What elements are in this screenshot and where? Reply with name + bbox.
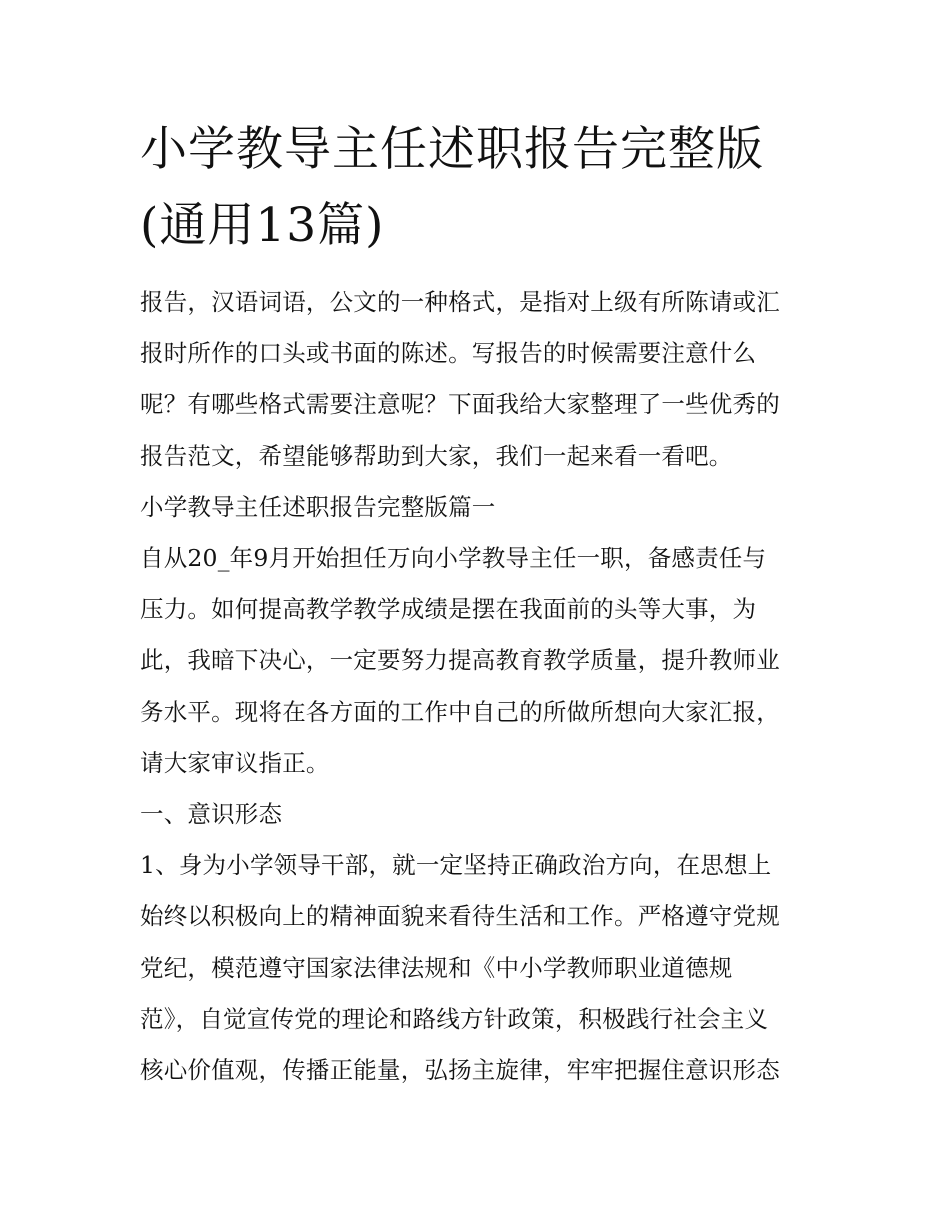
body-line: 自从20_年9月开始担任万向小学教导主任一职，备感责任与 [140,544,767,573]
body-line: 务水平。现将在各方面的工作中自己的所做所想向大家汇报， [140,697,780,726]
document-body [140,277,820,1096]
body-line: 此，我暗下决心，一定要努力提高教育教学质量，提升教师业 [140,646,780,675]
body-line: 请大家审议指正。 [140,748,330,777]
body-line: 报告，汉语词语，公文的一种格式，是指对上级有所陈请或汇 [140,288,780,316]
section-heading: 小学教导主任述职报告完整版篇一 [140,492,496,521]
body-line: 核心价值观，传播正能量，弘扬主旋律，牢牢把握住意识形态 [140,1056,780,1085]
document-title [140,112,820,264]
body-line: 范》，自觉宣传党的理论和路线方针政策，积极践行社会主义 [140,1004,769,1033]
body-line: 呢？有哪些格式需要注意呢？下面我给大家整理了一些优秀的 [140,390,780,419]
title-line: (通用13篇) [140,198,385,253]
subsection-heading: 一、意识形态 [140,800,283,829]
title-line: 小学教导主任述职报告完整版 [140,122,764,177]
body-line: 1、身为小学领导干部，就一定坚持正确政治方向，在思想上 [140,851,772,880]
body-line: 始终以积极向上的精神面貌来看待生活和工作。严格遵守党规 [140,902,780,931]
body-line: 压力。如何提高教学教学成绩是摆在我面前的头等大事，为 [140,595,757,624]
body-line: 报告范文，希望能够帮助到大家，我们一起来看一看吧。 [140,441,733,470]
body-line: 党纪，模范遵守国家法律法规和《中小学教师职业道德规 [140,953,733,982]
body-line: 报时所作的口头或书面的陈述。写报告的时候需要注意什么 [140,339,757,368]
